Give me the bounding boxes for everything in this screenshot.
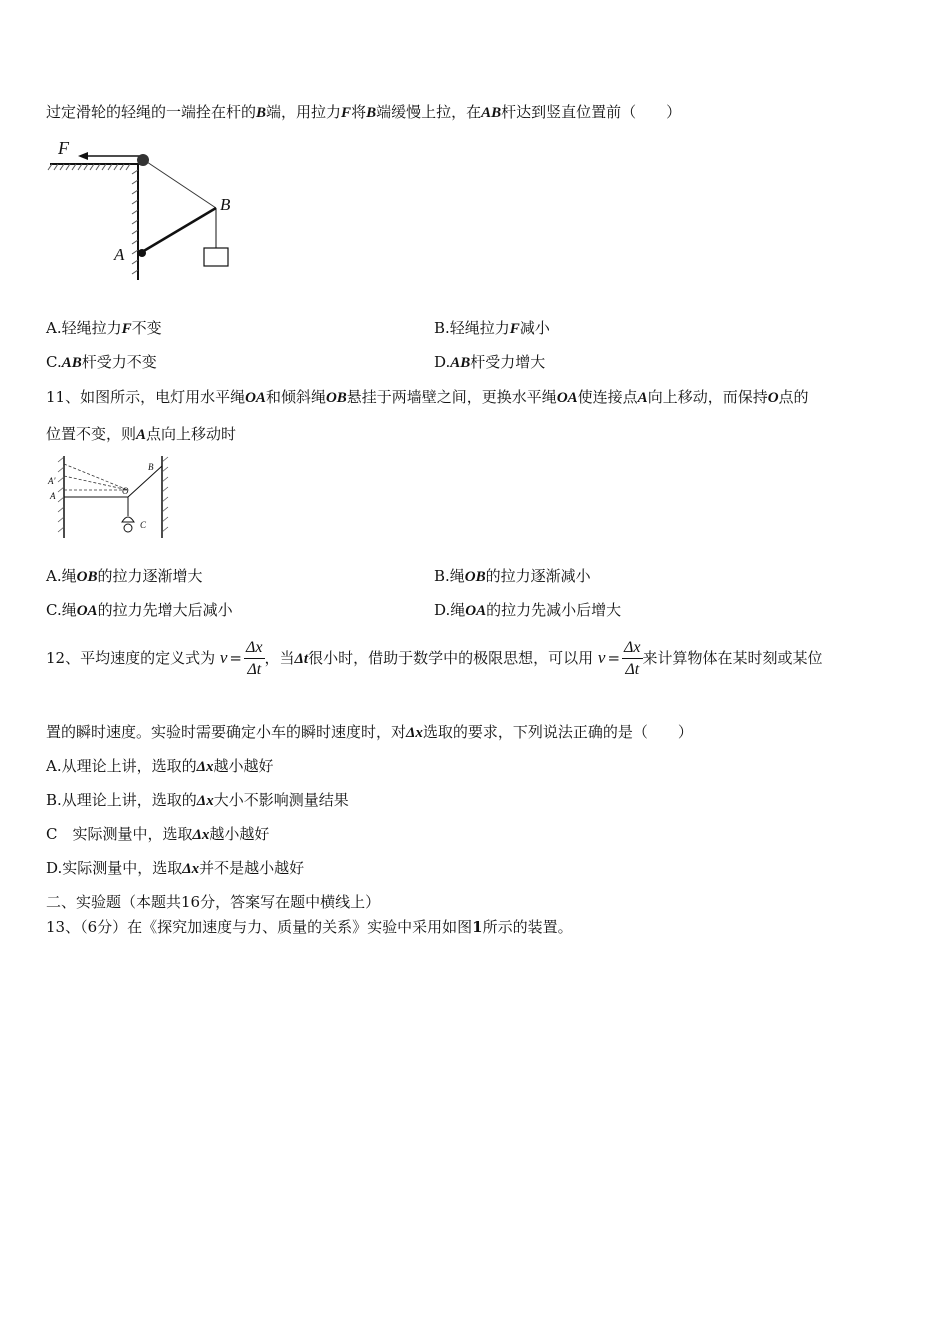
option-var: F (121, 321, 132, 337)
q12-stem-text: 12、平均速度的定义式为 (46, 649, 216, 667)
q11-stem-text: 和倾斜绳 (265, 388, 326, 406)
option-text: A.从理论上讲，选取的 (46, 757, 197, 775)
q12-option-b[interactable] (46, 790, 349, 811)
option-text: B.轻绳拉力 (434, 319, 510, 337)
option-text: 的拉力先增大后减小 (97, 601, 233, 619)
q10-stem-text: 过定滑轮的轻绳的一端拴在杆的 (46, 103, 257, 121)
q12-option-c[interactable] (46, 824, 269, 845)
option-var: OB (464, 569, 486, 585)
option-text: 的拉力先减小后增大 (486, 601, 622, 619)
option-var: Δx (196, 759, 214, 775)
q11-stem-text: 使连接点 (577, 388, 638, 406)
option-var: AB (450, 355, 471, 371)
option-text: D. (434, 353, 451, 371)
q11-stem-line1 (46, 387, 809, 408)
q11-lamp-figure (44, 452, 179, 542)
option-text: A.绳 (46, 567, 77, 585)
q10-pulley-figure (44, 134, 244, 284)
q12-option-a[interactable] (46, 756, 274, 777)
q11-stem-text: 11、如图所示，电灯用水平绳 (46, 388, 246, 406)
q11-fig-label-o: O (122, 486, 129, 496)
option-text: C.绳 (46, 601, 77, 619)
fraction-numerator: Δx (622, 638, 643, 659)
q12-option-d[interactable] (46, 858, 304, 879)
q11-var: OB (325, 390, 347, 406)
q10-stem-text: 杆达到竖直位置前（ ） (501, 103, 682, 121)
option-text: 大小不影响测量结果 (213, 791, 349, 809)
option-text: B.绳 (434, 567, 465, 585)
option-text: C 实际测量中，选取 (46, 825, 193, 843)
q11-fig-label-c: C (140, 520, 147, 530)
q10-var-b: B (366, 105, 377, 121)
option-text: 的拉力逐渐增大 (97, 567, 203, 585)
option-var: Δx (196, 793, 214, 809)
q12-stem-text: 很小时，借助于数学中的极限思想，可以用 (308, 649, 594, 667)
option-text: A.轻绳拉力 (46, 319, 122, 337)
option-text: 越小越好 (213, 757, 274, 775)
q10-var-ab: AB (481, 105, 502, 121)
option-text: 的拉力逐渐减小 (485, 567, 591, 585)
q11-option-c[interactable] (46, 600, 233, 621)
q12-velocity-symbol: v (597, 648, 606, 667)
option-var: Δx (192, 827, 210, 843)
q11-var: O (767, 390, 779, 406)
option-text: 杆受力不变 (81, 353, 157, 371)
q11-stem-text: 位置不变，则 (46, 425, 137, 443)
q10-stem-text: 端缓慢上拉，在 (376, 103, 482, 121)
fraction-denominator: Δt (247, 660, 262, 678)
q10-fig-label-f: F (58, 138, 69, 158)
q10-option-d[interactable] (434, 352, 545, 373)
q12-equals: = (229, 649, 242, 667)
option-text: 减小 (519, 319, 550, 337)
q11-stem-text: 向上移动，而保持 (647, 388, 768, 406)
q13-stem-text: 13、（6分）在《探究加速度与力、质量的关系》实验中采用如图 (46, 918, 473, 936)
option-text: 不变 (131, 319, 162, 337)
q10-stem-text: 将 (351, 103, 367, 121)
option-var: OA (465, 603, 487, 619)
q11-fig-label-b: B (148, 462, 154, 472)
q11-stem-text: 点向上移动时 (146, 425, 237, 443)
option-text: 并不是越小越好 (199, 859, 305, 877)
q11-fig-label-a-prime: A' (48, 476, 56, 486)
q11-option-d[interactable] (434, 600, 621, 621)
fraction-numerator: Δx (244, 638, 265, 659)
option-text: 越小越好 (209, 825, 270, 843)
option-var: Δx (182, 861, 200, 877)
q12-stem-text: ，当 (264, 649, 295, 667)
q10-option-c[interactable] (46, 352, 157, 373)
q10-fig-label-b: B (220, 195, 231, 214)
q11-var: OA (245, 390, 266, 406)
q12-velocity-symbol: v (219, 648, 228, 667)
q10-var-f: F (341, 105, 352, 121)
q12-fraction (622, 638, 643, 681)
q12-delta-t: Δt (294, 651, 309, 667)
option-text: B.从理论上讲，选取的 (46, 791, 197, 809)
fraction-denominator: Δt (625, 660, 640, 678)
q12-stem-text: 来计算物体在某时刻或某位 (642, 649, 823, 667)
q11-var: A (637, 390, 648, 406)
section-heading: 二、实验题（本题共16分，答案写在题中横线上） (46, 893, 381, 911)
q11-fig-label-a: A (50, 491, 56, 501)
q13-figure-number: 1 (472, 918, 483, 936)
q12-equals: = (607, 649, 621, 667)
q12-stem-text: 置的瞬时速度。实验时需要确定小车的瞬时速度时，对 (46, 723, 407, 741)
q10-stem-text: 端，用拉力 (266, 103, 342, 121)
q11-var: A (136, 427, 147, 443)
q11-stem-line2 (46, 424, 236, 445)
option-var: AB (61, 355, 82, 371)
option-var: OB (76, 569, 98, 585)
q12-stem-text: 选取的要求，下列说法正确的是（ ） (422, 723, 693, 741)
q11-option-a[interactable] (46, 566, 202, 587)
q11-var: OA (556, 390, 578, 406)
q10-var-b: B (256, 105, 267, 121)
q13-stem-text: 所示的装置。 (482, 918, 573, 936)
option-text: 杆受力增大 (470, 353, 546, 371)
q10-option-b[interactable] (434, 318, 550, 339)
q11-stem-text: 点的 (778, 388, 809, 406)
q12-delta-x: Δx (406, 725, 423, 741)
option-var: OA (76, 603, 98, 619)
q11-stem-text: 悬挂于两墙壁之间，更换水平绳 (346, 388, 557, 406)
option-var: F (509, 321, 520, 337)
q11-option-b[interactable] (434, 566, 591, 587)
option-text: D.绳 (434, 601, 466, 619)
q10-stem (46, 102, 681, 123)
q10-fig-label-a: A (114, 245, 125, 264)
option-text: C. (46, 353, 62, 371)
q10-option-a[interactable] (46, 318, 162, 339)
q13-stem (46, 917, 573, 937)
option-text: D.实际测量中，选取 (46, 859, 183, 877)
q12-stem-line1 (46, 636, 823, 681)
q12-stem-line2 (46, 722, 693, 743)
q12-fraction (244, 638, 265, 681)
